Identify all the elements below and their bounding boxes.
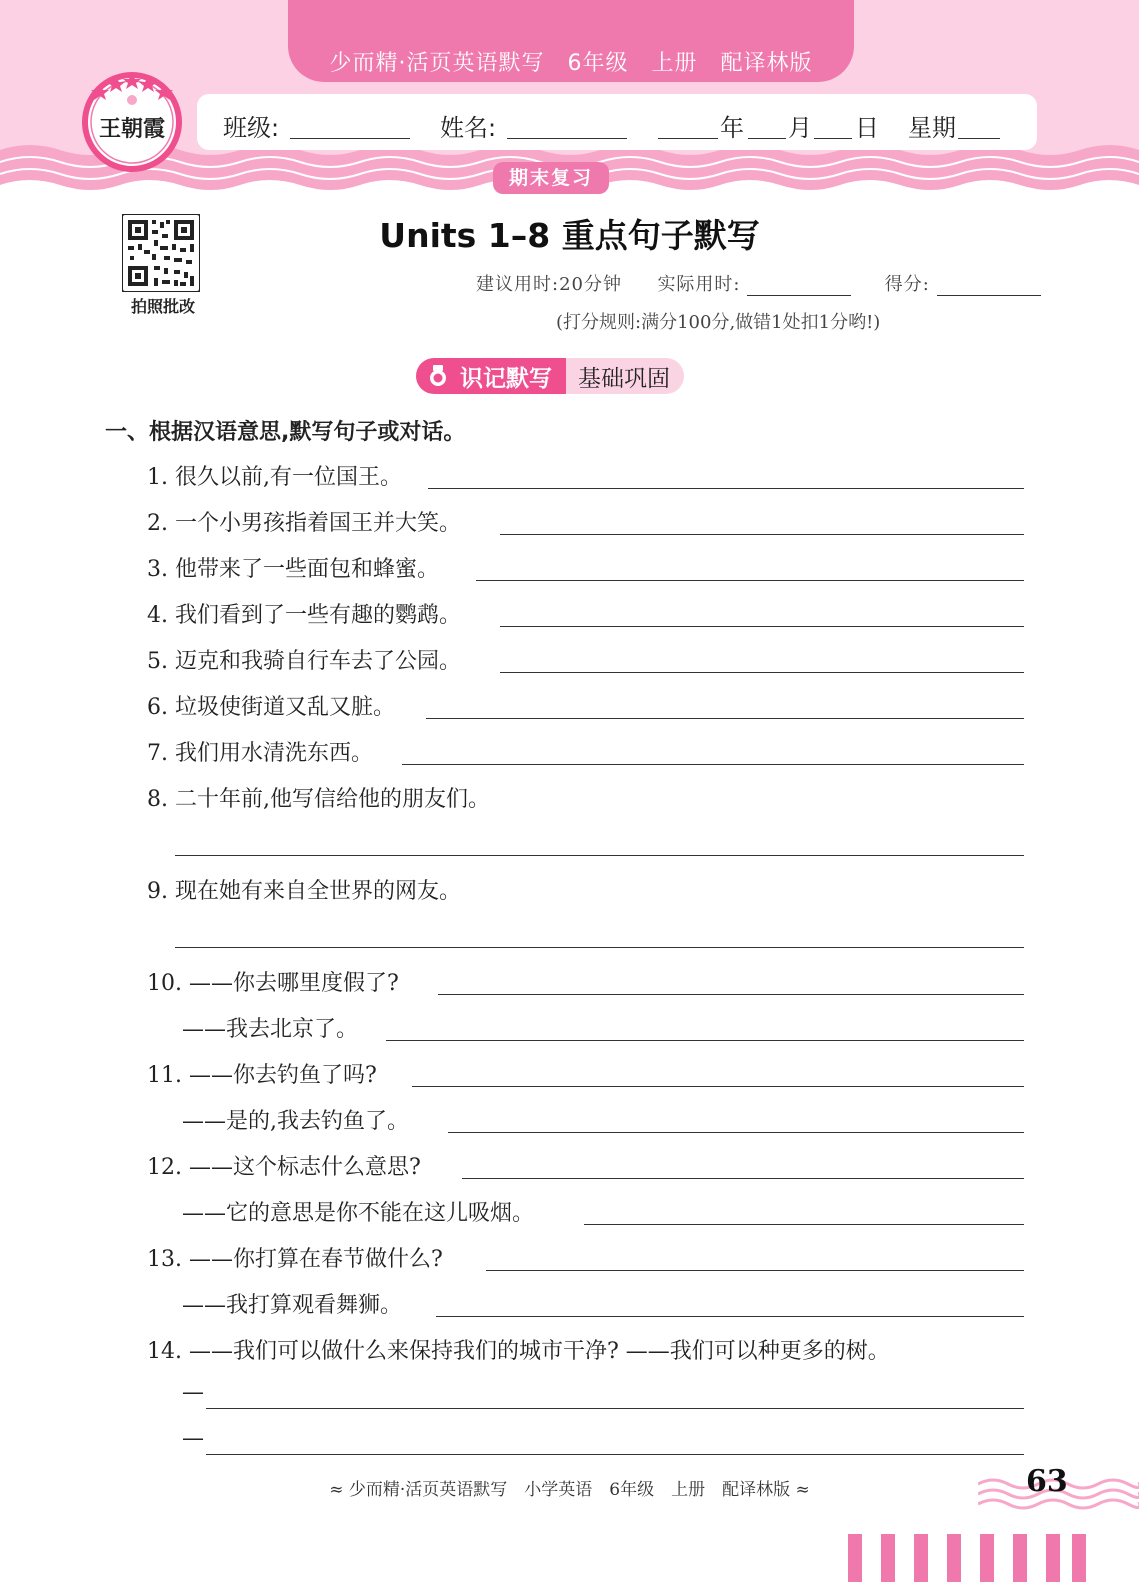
qr-label: 拍照批改: [130, 297, 195, 316]
answer-line-4[interactable]: [500, 626, 1024, 627]
answer-line-10a[interactable]: [438, 994, 1024, 995]
name-field[interactable]: [507, 108, 627, 139]
answer-line-10b[interactable]: [386, 1040, 1024, 1041]
answer-line-11a[interactable]: [412, 1086, 1024, 1087]
question-12a: 12. ——这个标志什么意思?: [147, 1155, 421, 1180]
month-label: 月: [788, 114, 812, 142]
answer-line-13a[interactable]: [486, 1270, 1024, 1271]
answer-line-11b[interactable]: [448, 1132, 1024, 1133]
question-13b: ——我打算观看舞狮。: [182, 1293, 403, 1318]
section-tag: [416, 358, 566, 394]
question-11b: ——是的,我去钓鱼了。: [182, 1109, 409, 1134]
actual-time-field[interactable]: [747, 275, 851, 296]
medal-icon: [426, 364, 450, 388]
banner-title: 少而精·活页英语默写 6年级 上册 配译林版: [329, 51, 813, 76]
day-label: 日: [855, 114, 879, 142]
question-12b: ——它的意思是你不能在这儿吸烟。: [182, 1201, 535, 1226]
top-banner: [288, 0, 854, 82]
section-header: [416, 358, 684, 394]
answer-line-13b[interactable]: [436, 1316, 1024, 1317]
question-8: 8. 二十年前,他写信给他的朋友们。: [147, 787, 490, 812]
question-13a: 13. ——你打算在春节做什么?: [147, 1247, 443, 1272]
page-number: 63: [1026, 1464, 1068, 1499]
class-field[interactable]: [290, 108, 410, 139]
section-subtitle: 基础巩固: [566, 358, 684, 394]
time-and-score-line: [476, 270, 1041, 296]
answer-line-2[interactable]: [500, 534, 1024, 535]
question-5: 5. 迈克和我骑自行车去了公园。: [147, 649, 461, 674]
question-6: 6. 垃圾使街道又乱又脏。: [147, 695, 395, 720]
weekday-label: 星期: [908, 114, 956, 142]
final-review-tab: 期末复习: [493, 162, 609, 194]
answer-line-14a[interactable]: [206, 1408, 1024, 1409]
actual-time-label: 实际用时:: [657, 274, 741, 295]
instruction: 一、根据汉语意思,默写句子或对话。: [105, 420, 466, 445]
answer-line-12b[interactable]: [584, 1224, 1024, 1225]
scoring-rule: (打分规则:满分100分,做错1处扣1分哟!): [556, 312, 881, 333]
question-14: 14. ——我们可以做什么来保持我们的城市干净? ——我们可以种更多的树。: [147, 1339, 890, 1364]
question-3: 3. 他带来了一些面包和蜂蜜。: [147, 557, 439, 582]
question-1: 1. 很久以前,有一位国王。: [147, 465, 402, 490]
question-10a: 10. ——你去哪里度假了?: [147, 971, 399, 996]
footer-text: ≈ 少而精·活页英语默写 小学英语 6年级 上册 配译林版 ≈: [329, 1480, 810, 1500]
answer-line-14b[interactable]: [206, 1454, 1024, 1455]
day-field[interactable]: [814, 108, 852, 139]
question-11a: 11. ——你去钓鱼了吗?: [147, 1063, 377, 1088]
page-title: Units 1–8 重点句子默写: [379, 216, 760, 255]
section-tag-label: 识记默写: [460, 365, 552, 392]
weekday-field[interactable]: [958, 108, 1000, 139]
answer-line-9[interactable]: [175, 947, 1024, 948]
score-label: 得分:: [884, 274, 930, 295]
suggested-time: 建议用时:20分钟: [476, 274, 622, 295]
question-7: 7. 我们用水清洗东西。: [147, 741, 373, 766]
year-label: 年: [720, 114, 744, 142]
answer-line-1[interactable]: [428, 488, 1024, 489]
class-label: 班级:: [223, 114, 280, 142]
answer-line-3[interactable]: [476, 580, 1024, 581]
year-field[interactable]: [658, 108, 718, 139]
score-field[interactable]: [937, 275, 1041, 296]
question-10b: ——我去北京了。: [182, 1017, 359, 1042]
dialogue-dash-2: —: [182, 1426, 204, 1451]
answer-line-6[interactable]: [426, 718, 1024, 719]
question-9: 9. 现在她有来自全世界的网友。: [147, 879, 461, 904]
answer-line-5[interactable]: [500, 672, 1024, 673]
logo-text: 王朝霞: [98, 116, 165, 142]
answer-line-7[interactable]: [402, 764, 1024, 765]
question-4: 4. 我们看到了一些有趣的鹦鹉。: [147, 603, 461, 628]
answer-line-12a[interactable]: [462, 1178, 1024, 1179]
dialogue-dash-1: —: [182, 1380, 204, 1405]
name-label: 姓名:: [440, 114, 497, 142]
month-field[interactable]: [748, 108, 786, 139]
answer-line-8[interactable]: [175, 855, 1024, 856]
question-2: 2. 一个小男孩指着国王并大笑。: [147, 511, 461, 536]
page-edge-tabs: [848, 1534, 1088, 1582]
